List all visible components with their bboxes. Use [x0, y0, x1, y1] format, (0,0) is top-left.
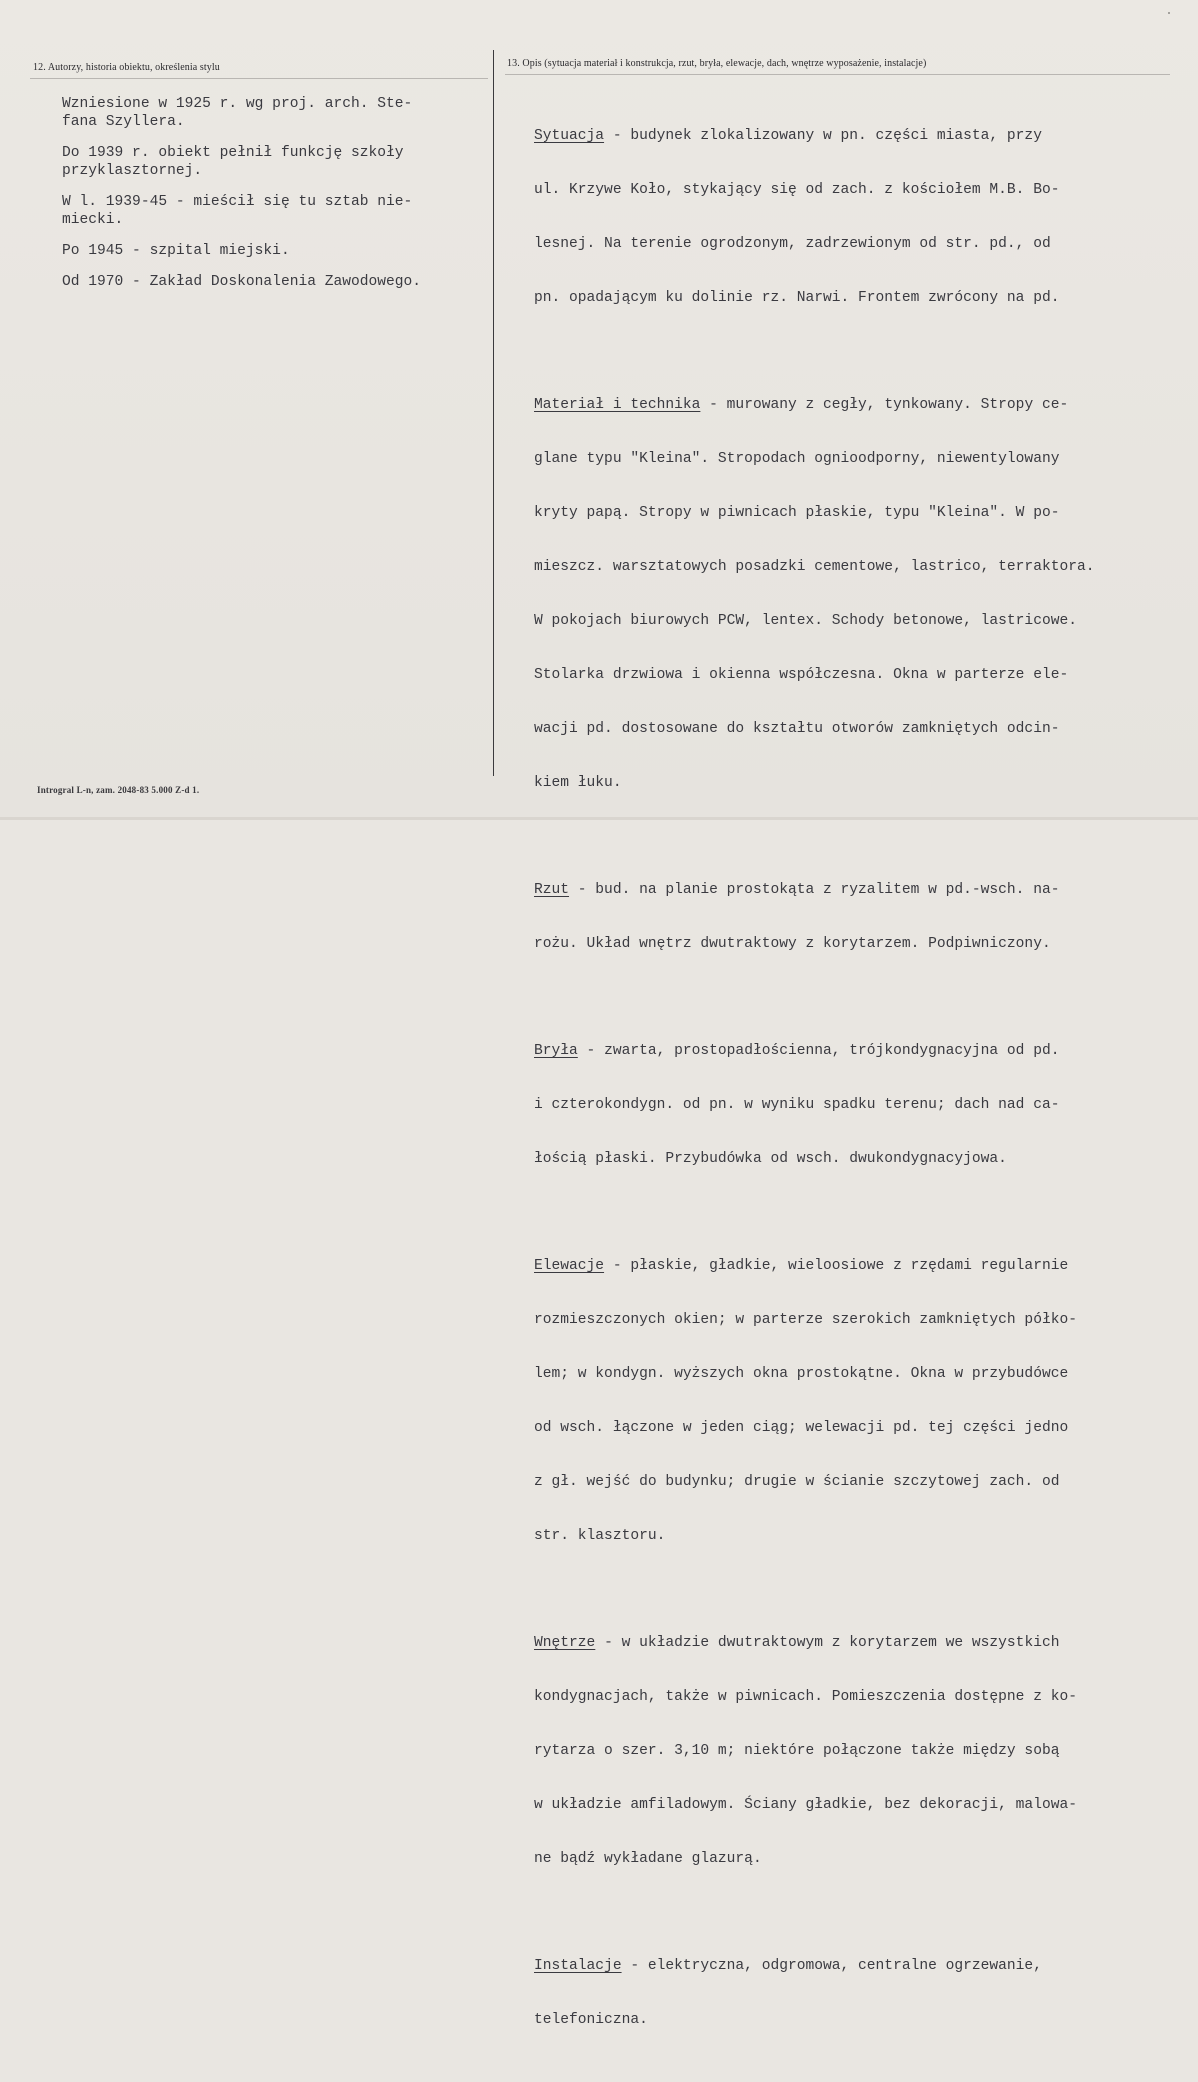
right-column-header: 13. Opis (sytuacja materiał i konstrukcja, rzut, bryła, elewacje, dach, wnętrze wyposażenie, instalacje): [507, 58, 927, 69]
history-line: Od 1970 - Zakład Doskonalenia Zawodowego.: [62, 274, 422, 290]
section-line: rożu. Układ wnętrz dwutraktowy z korytarzem. Podpiwniczony.: [534, 936, 1051, 952]
section-line: w układzie amfiladowym. Ściany gładkie, bez dekoracji, malowa-: [534, 1797, 1077, 1813]
column-divider: [493, 50, 494, 776]
section-elewacje: [534, 1221, 1095, 1581]
section-line: lesnej. Na terenie ogrodzonym, zadrzewionym od str. pd., od: [534, 236, 1051, 252]
section-term: Instalacje: [534, 1958, 622, 1974]
section-text: - płaskie, gładkie, wieloosiowe z rzędami regularnie: [604, 1258, 1069, 1274]
history-line: Po 1945 - szpital miejski.: [62, 243, 290, 259]
section-instalacje: [534, 1921, 1095, 2065]
history-line: Do 1939 r. obiekt pełnił funkcję szkoły: [62, 145, 404, 161]
section-line: telefoniczna.: [534, 2012, 648, 2028]
section-line: wacji pd. dostosowane do kształtu otworów zamkniętych odcin-: [534, 721, 1060, 737]
section-line: pn. opadającym ku dolinie rz. Narwi. Frontem zwrócony na pd.: [534, 290, 1060, 306]
section-term: Elewacje: [534, 1258, 605, 1274]
section-line: i czterokondygn. od pn. w wyniku spadku terenu; dach nad ca-: [534, 1097, 1060, 1113]
section-material: [534, 360, 1095, 828]
section-first-line: [534, 1042, 1095, 1060]
section-line: lem; w kondygn. wyższych okna prostokątne. Okna w przybudówce: [534, 1366, 1069, 1382]
section-line: od wsch. łączone w jeden ciąg; welewacji pd. tej części jedno: [534, 1420, 1069, 1436]
section-line: W pokojach biurowych PCW, lentex. Schody betonowe, lastricowe.: [534, 613, 1077, 629]
section-text: - bud. na planie prostokąta z ryzalitem w pd.-wsch. na-: [569, 882, 1060, 898]
section-first-line: [534, 1957, 1095, 1975]
history-line: Wzniesione w 1925 r. wg proj. arch. Ste-: [62, 96, 413, 112]
section-line: łością płaski. Przybudówka od wsch. dwukondygnacyjowa.: [534, 1151, 1007, 1167]
section-text: - zwarta, prostopadłościenna, trójkondygnacyjna od pd.: [577, 1043, 1060, 1059]
section-text: - murowany z cegły, tynkowany. Stropy ce-: [700, 397, 1069, 413]
section-line: kiem łuku.: [534, 775, 622, 791]
section-line: rozmieszczonych okien; w parterze szerokich zamkniętych półko-: [534, 1312, 1077, 1328]
history-paragraph: [62, 273, 421, 291]
left-column-header: 12. Autorzy, historia obiektu, określenia stylu: [33, 62, 220, 73]
section-text: - w układzie dwutraktowym z korytarzem we wszystkich: [595, 1635, 1060, 1651]
left-header-rule: [30, 78, 488, 79]
history-paragraph: [62, 144, 421, 180]
print-footer: Introgral L-n, zam. 2048-83 5.000 Z-d 1.: [37, 785, 200, 795]
description-column: [534, 91, 1095, 2082]
section-first-line: [534, 1257, 1095, 1275]
section-line: z gł. wejść do budynku; drugie w ścianie szczytowej zach. od: [534, 1474, 1060, 1490]
section-line: ne bądź wykładane glazurą.: [534, 1851, 762, 1867]
section-rzut: [534, 845, 1095, 989]
right-header-rule: [505, 74, 1170, 75]
history-paragraph: [62, 242, 421, 260]
history-column: [62, 95, 421, 304]
section-term: Bryła: [534, 1043, 578, 1059]
section-sytuacja: [534, 91, 1095, 343]
history-paragraph: [62, 95, 421, 131]
history-line: przyklasztornej.: [62, 163, 203, 179]
section-line: ul. Krzywe Koło, stykający się od zach. z kościołem M.B. Bo-: [534, 182, 1060, 198]
section-first-line: [534, 881, 1095, 899]
section-line: mieszcz. warsztatowych posadzki cementowe, lastrico, terraktora.: [534, 559, 1095, 575]
section-wnetrze: [534, 1598, 1095, 1904]
section-line: str. klasztoru.: [534, 1528, 666, 1544]
section-text: - elektryczna, odgromowa, centralne ogrzewanie,: [621, 1958, 1042, 1974]
section-term: Wnętrze: [534, 1635, 596, 1651]
section-line: kryty papą. Stropy w piwnicach płaskie, typu "Kleina". W po-: [534, 505, 1060, 521]
section-line: Stolarka drzwiowa i okienna współczesna. Okna w parterze ele-: [534, 667, 1069, 683]
history-paragraph: [62, 193, 421, 229]
section-first-line: [534, 127, 1095, 145]
section-bryla: [534, 1006, 1095, 1204]
section-first-line: [534, 396, 1095, 414]
paper-speck: [1168, 12, 1170, 14]
section-term: Sytuacja: [534, 128, 605, 144]
history-line: W l. 1939-45 - mieścił się tu sztab nie-: [62, 194, 413, 210]
section-first-line: [534, 1634, 1095, 1652]
section-line: rytarza o szer. 3,10 m; niektóre połączone także między sobą: [534, 1743, 1060, 1759]
section-term: Materiał i technika: [534, 397, 701, 413]
section-term: Rzut: [534, 882, 570, 898]
section-line: glane typu "Kleina". Stropodach ognioodporny, niewentylowany: [534, 451, 1060, 467]
section-text: - budynek zlokalizowany w pn. części miasta, przy: [604, 128, 1042, 144]
section-line: kondygnacjach, także w piwnicach. Pomieszczenia dostępne z ko-: [534, 1689, 1077, 1705]
card-bottom-edge: [0, 817, 1198, 820]
history-line: fana Szyllera.: [62, 114, 185, 130]
history-line: miecki.: [62, 212, 124, 228]
